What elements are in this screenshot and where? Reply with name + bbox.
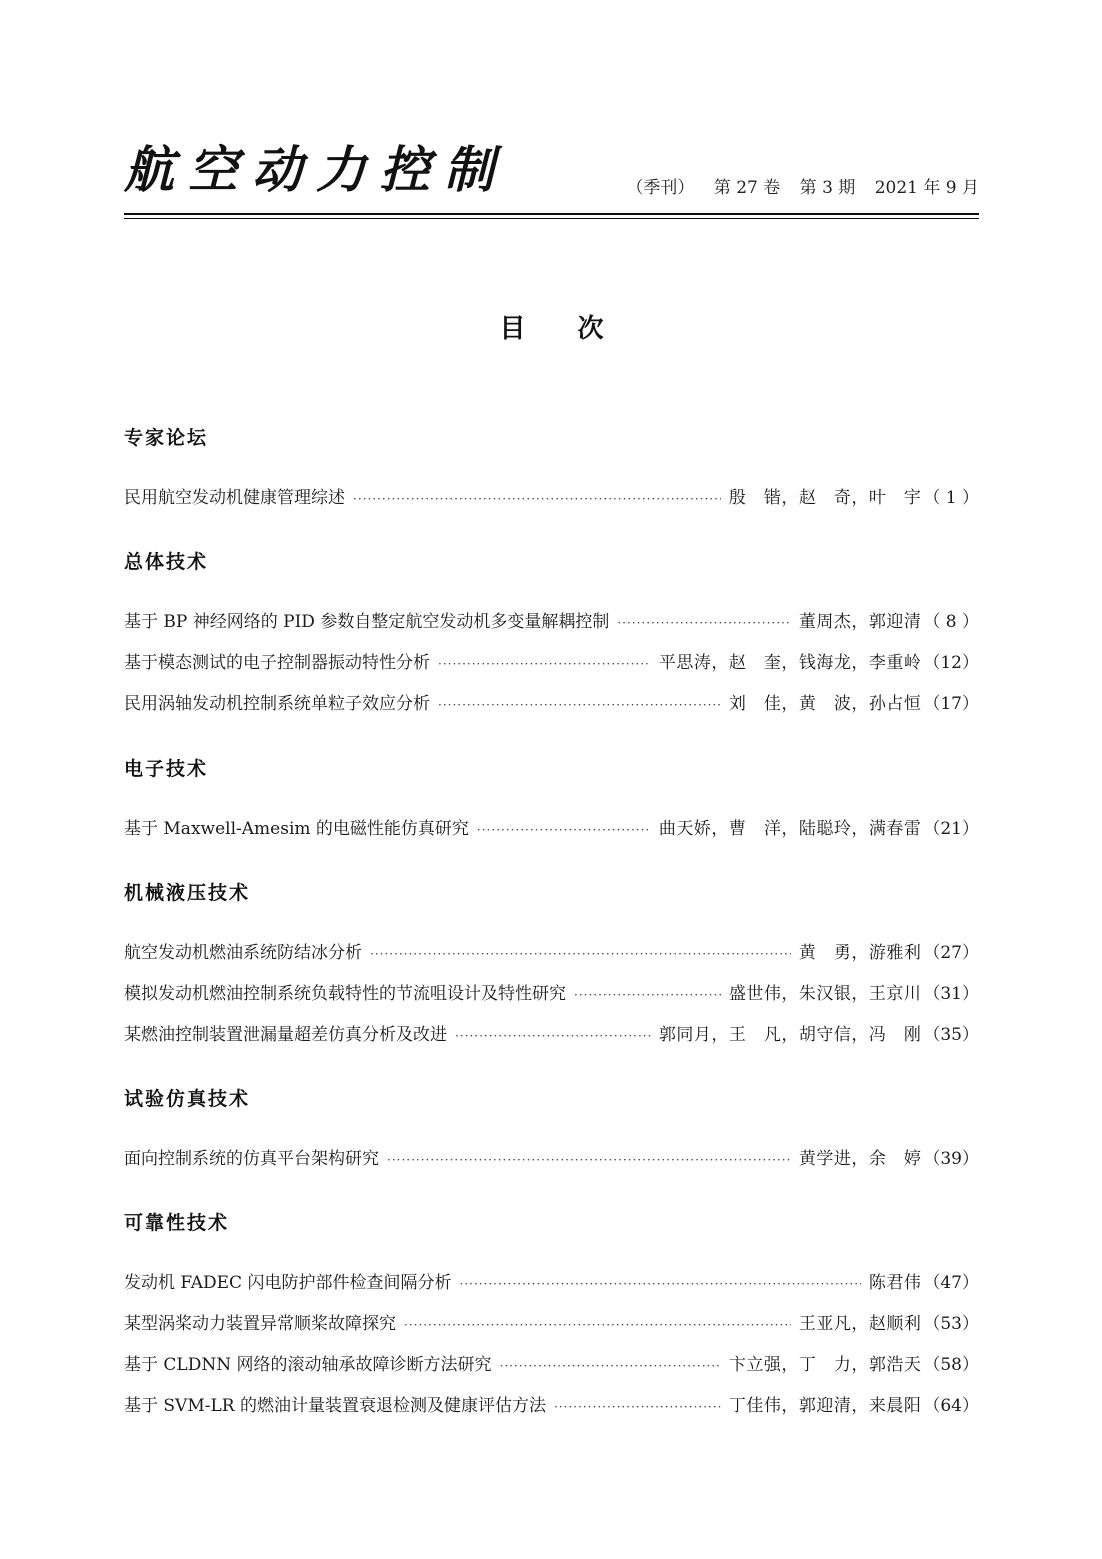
page-number: （64） — [923, 1396, 979, 1416]
article-authors: 卞立强，丁 力，郭浩天 — [728, 1355, 922, 1375]
dot-leader — [455, 1023, 651, 1049]
article-title: 发动机 FADEC 闪电防护部件检查间隔分析 — [124, 1273, 452, 1293]
toc-entry[interactable] — [124, 816, 979, 842]
article-title: 某型涡桨动力装置异常顺桨故障探究 — [124, 1314, 396, 1334]
article-title: 模拟发动机燃油控制系统负载特性的节流咀设计及特性研究 — [124, 984, 566, 1004]
article-authors: 盛世伟，朱汉银，王京川 — [728, 984, 922, 1004]
toc-entry[interactable] — [124, 650, 979, 676]
header-rule-thick — [124, 213, 979, 215]
toc-entry[interactable] — [124, 1022, 979, 1048]
toc-entry[interactable] — [124, 485, 979, 511]
article-title: 基于模态测试的电子控制器振动特性分析 — [124, 653, 430, 673]
page-number: （12） — [923, 653, 979, 673]
page-number: （58） — [923, 1355, 979, 1375]
dot-leader — [387, 1147, 791, 1173]
article-title: 某燃油控制装置泄漏量超差仿真分析及改进 — [124, 1025, 447, 1045]
section-title: 总体技术 — [124, 551, 209, 573]
dot-leader — [574, 982, 721, 1008]
article-title: 基于 BP 神经网络的 PID 参数自整定航空发动机多变量解耦控制 — [124, 612, 610, 632]
toc-entry[interactable] — [124, 1270, 979, 1296]
toc-entry[interactable] — [124, 1146, 979, 1172]
section-title: 试验仿真技术 — [124, 1088, 251, 1110]
dot-leader — [617, 610, 791, 636]
page-number: （39） — [923, 1149, 979, 1169]
toc-heading: 目次 — [499, 314, 656, 344]
toc-entry[interactable] — [124, 1393, 979, 1419]
page-number: （17） — [923, 694, 979, 714]
dot-leader — [459, 1271, 860, 1297]
page-number: （31） — [923, 984, 979, 1004]
article-title: 基于 CLDNN 网络的滚动轴承故障诊断方法研究 — [124, 1355, 492, 1375]
article-authors: 曲天娇，曹 洋，陆聪玲，满春雷 — [658, 819, 922, 839]
masthead — [124, 138, 979, 208]
article-authors: 平思涛，赵 奎，钱海龙，李重岭 — [658, 653, 922, 673]
page-number: （35） — [923, 1025, 979, 1045]
dot-leader — [499, 1353, 720, 1379]
header-rule-thin — [124, 218, 979, 219]
dot-leader — [370, 941, 791, 967]
toc-entry[interactable] — [124, 1311, 979, 1337]
issue-date: 2021 年 9 月 — [874, 178, 979, 198]
article-authors: 黄 勇，游雅利 — [798, 943, 922, 963]
article-title: 面向控制系统的仿真平台架构研究 — [124, 1149, 379, 1169]
dot-leader — [477, 817, 651, 843]
article-authors: 王亚凡，赵顺利 — [798, 1314, 922, 1334]
toc-entry[interactable] — [124, 691, 979, 717]
article-authors: 丁佳伟，郭迎清，来晨阳 — [728, 1396, 922, 1416]
page-number: （27） — [923, 943, 979, 963]
article-authors: 郭同月，王 凡，胡守信，冯 刚 — [658, 1025, 922, 1045]
article-authors: 董周杰，郭迎清 — [798, 612, 922, 632]
document-page — [124, 0, 979, 1559]
section-title: 电子技术 — [124, 758, 209, 780]
journal-title: 航空动力控制 — [124, 140, 508, 199]
section-title: 机械液压技术 — [124, 882, 251, 904]
toc-entry[interactable] — [124, 981, 979, 1007]
article-authors: 刘 佳，黄 波，孙占恒 — [728, 694, 922, 714]
toc-entry[interactable] — [124, 1352, 979, 1378]
page-number: （53） — [923, 1314, 979, 1334]
dot-leader — [554, 1394, 721, 1420]
dot-leader — [438, 692, 721, 718]
toc-entry[interactable] — [124, 940, 979, 966]
article-title: 民用涡轴发动机控制系统单粒子效应分析 — [124, 694, 430, 714]
page-number: （47） — [923, 1273, 979, 1293]
page-number: （ 8 ） — [923, 612, 979, 632]
page-number: （ 1 ） — [923, 488, 979, 508]
toc-entry[interactable] — [124, 609, 979, 635]
article-title: 航空发动机燃油系统防结冰分析 — [124, 943, 362, 963]
article-title: 民用航空发动机健康管理综述 — [124, 488, 345, 508]
issue-number: 第 3 期 — [799, 178, 856, 198]
page-number: （21） — [923, 819, 979, 839]
article-authors: 黄学进，余 婷 — [798, 1149, 922, 1169]
article-title: 基于 SVM-LR 的燃油计量装置衰退检测及健康评估方法 — [124, 1396, 546, 1416]
frequency: （季刊） — [626, 178, 695, 198]
dot-leader — [353, 486, 721, 512]
dot-leader — [404, 1312, 791, 1338]
article-title: 基于 Maxwell-Amesim 的电磁性能仿真研究 — [124, 819, 469, 839]
section-title: 专家论坛 — [124, 427, 209, 449]
dot-leader — [438, 651, 651, 677]
article-authors: 殷 锴，赵 奇，叶 宇 — [728, 488, 922, 508]
article-authors: 陈君伟 — [868, 1273, 922, 1293]
volume: 第 27 卷 — [713, 178, 781, 198]
issue-info — [612, 176, 979, 200]
section-title: 可靠性技术 — [124, 1212, 230, 1234]
